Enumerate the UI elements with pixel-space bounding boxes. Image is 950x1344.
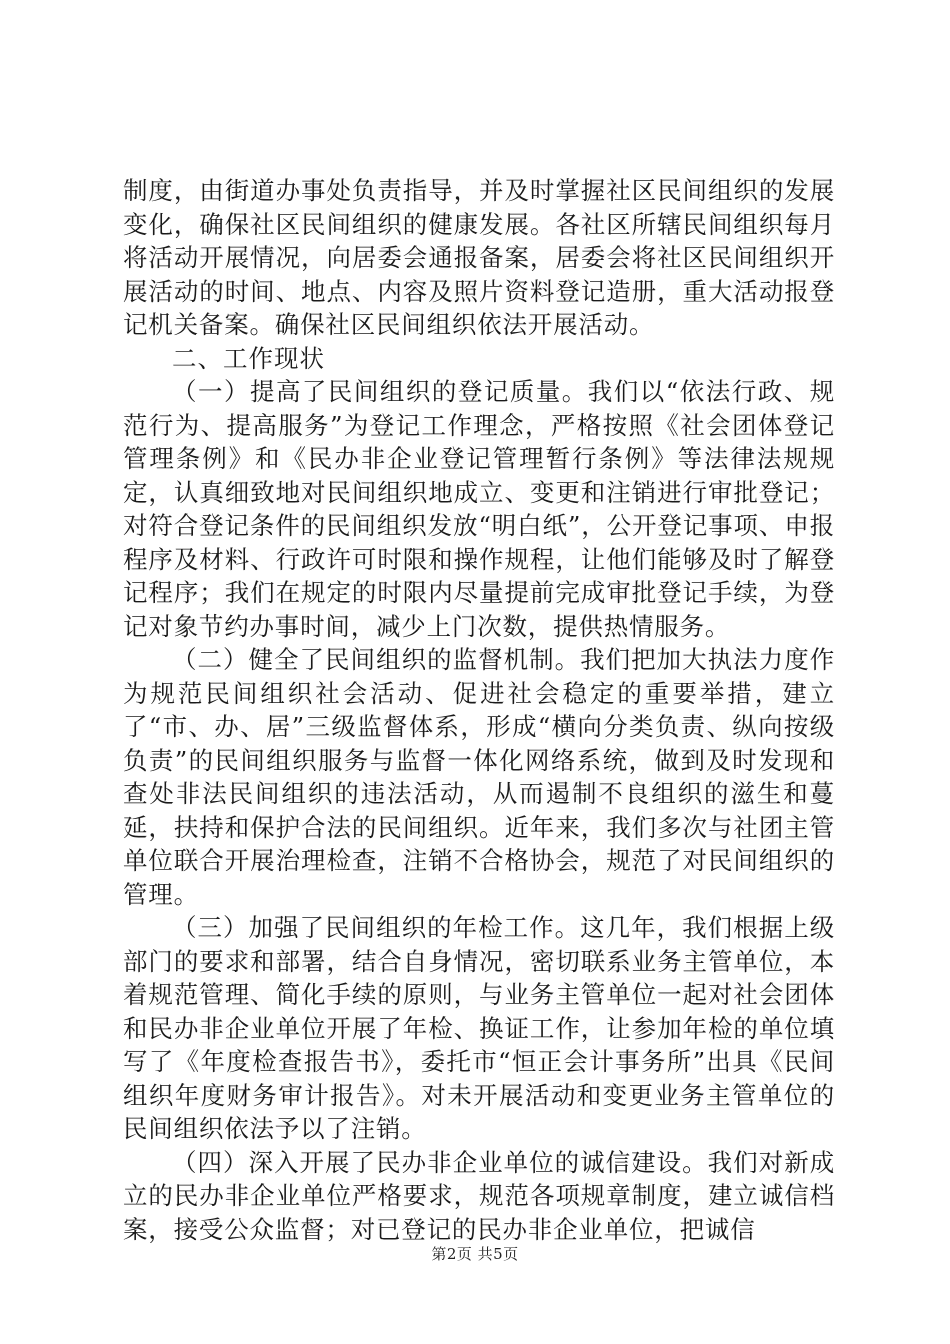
- page-number-footer: 第2页 共5页: [431, 1245, 519, 1263]
- paragraph-annual-inspection: （三）加强了民间组织的年检工作。这几年，我们根据上级部门的要求和部署，结合自身情况，密切联系业务主管单位，本着规范管理、简化手续的原则，与业务主管单位一起对社会团体和民办非企业单位开展了年检、换证工作，让参加年检的单位填写了《年度检查报告书》，委托市“恒正会计事务所”出具《民间组织年度财务审计报告》。对未开展活动和变更业务主管单位的民间组织依法予以了注销。: [123, 913, 835, 1143]
- paragraph-continuation: 制度，由街道办事处负责指导，并及时掌握社区民间组织的发展变化，确保社区民间组织的健康发展。各社区所辖民间组织每月将活动开展情况，向居委会通报备案，居委会将社区民间组织开展活动的时间、地点、内容及照片资料登记造册，重大活动报登记机关备案。确保社区民间组织依法开展活动。: [123, 176, 835, 339]
- paragraph-integrity-building: （四）深入开展了民办非企业单位的诚信建设。我们对新成立的民办非企业单位严格要求，规范各项规章制度，建立诚信档案，接受公众监督；对已登记的民办非企业单位，把诚信: [123, 1147, 835, 1244]
- document-body: [123, 174, 835, 1246]
- section-heading: 二、工作现状: [172, 343, 325, 373]
- paragraph-supervision-mechanism: （二）健全了民间组织的监督机制。我们把加大执法力度作为规范民间组织社会活动、促进社会稳定的重要举措，建立了“市、办、居”三级监督体系，形成“横向分类负责、纵向按级负责”的民间组织服务与监督一体化网络系统，做到及时发现和查处非法民间组织的违法活动，从而遏制不良组织的滋生和蔓延，扶持和保护合法的民间组织。近年来，我们多次与社团主管单位联合开展治理检查，注销不合格协会，规范了对民间组织的管理。: [123, 645, 835, 909]
- paragraph-registration-quality: （一）提高了民间组织的登记质量。我们以“依法行政、规范行为、提高服务”为登记工作理念，严格按照《社会团体登记管理条例》和《民办非企业登记管理暂行条例》等法律法规规定，认真细致地对民间组织地成立、变更和注销进行审批登记；对符合登记条件的民间组织发放“明白纸”，公开登记事项、申报程序及材料、行政许可时限和操作规程，让他们能够及时了解登记程序；我们在规定的时限内尽量提前完成审批登记手续，为登记对象节约办事时间，减少上门次数，提供热情服务。: [123, 377, 835, 641]
